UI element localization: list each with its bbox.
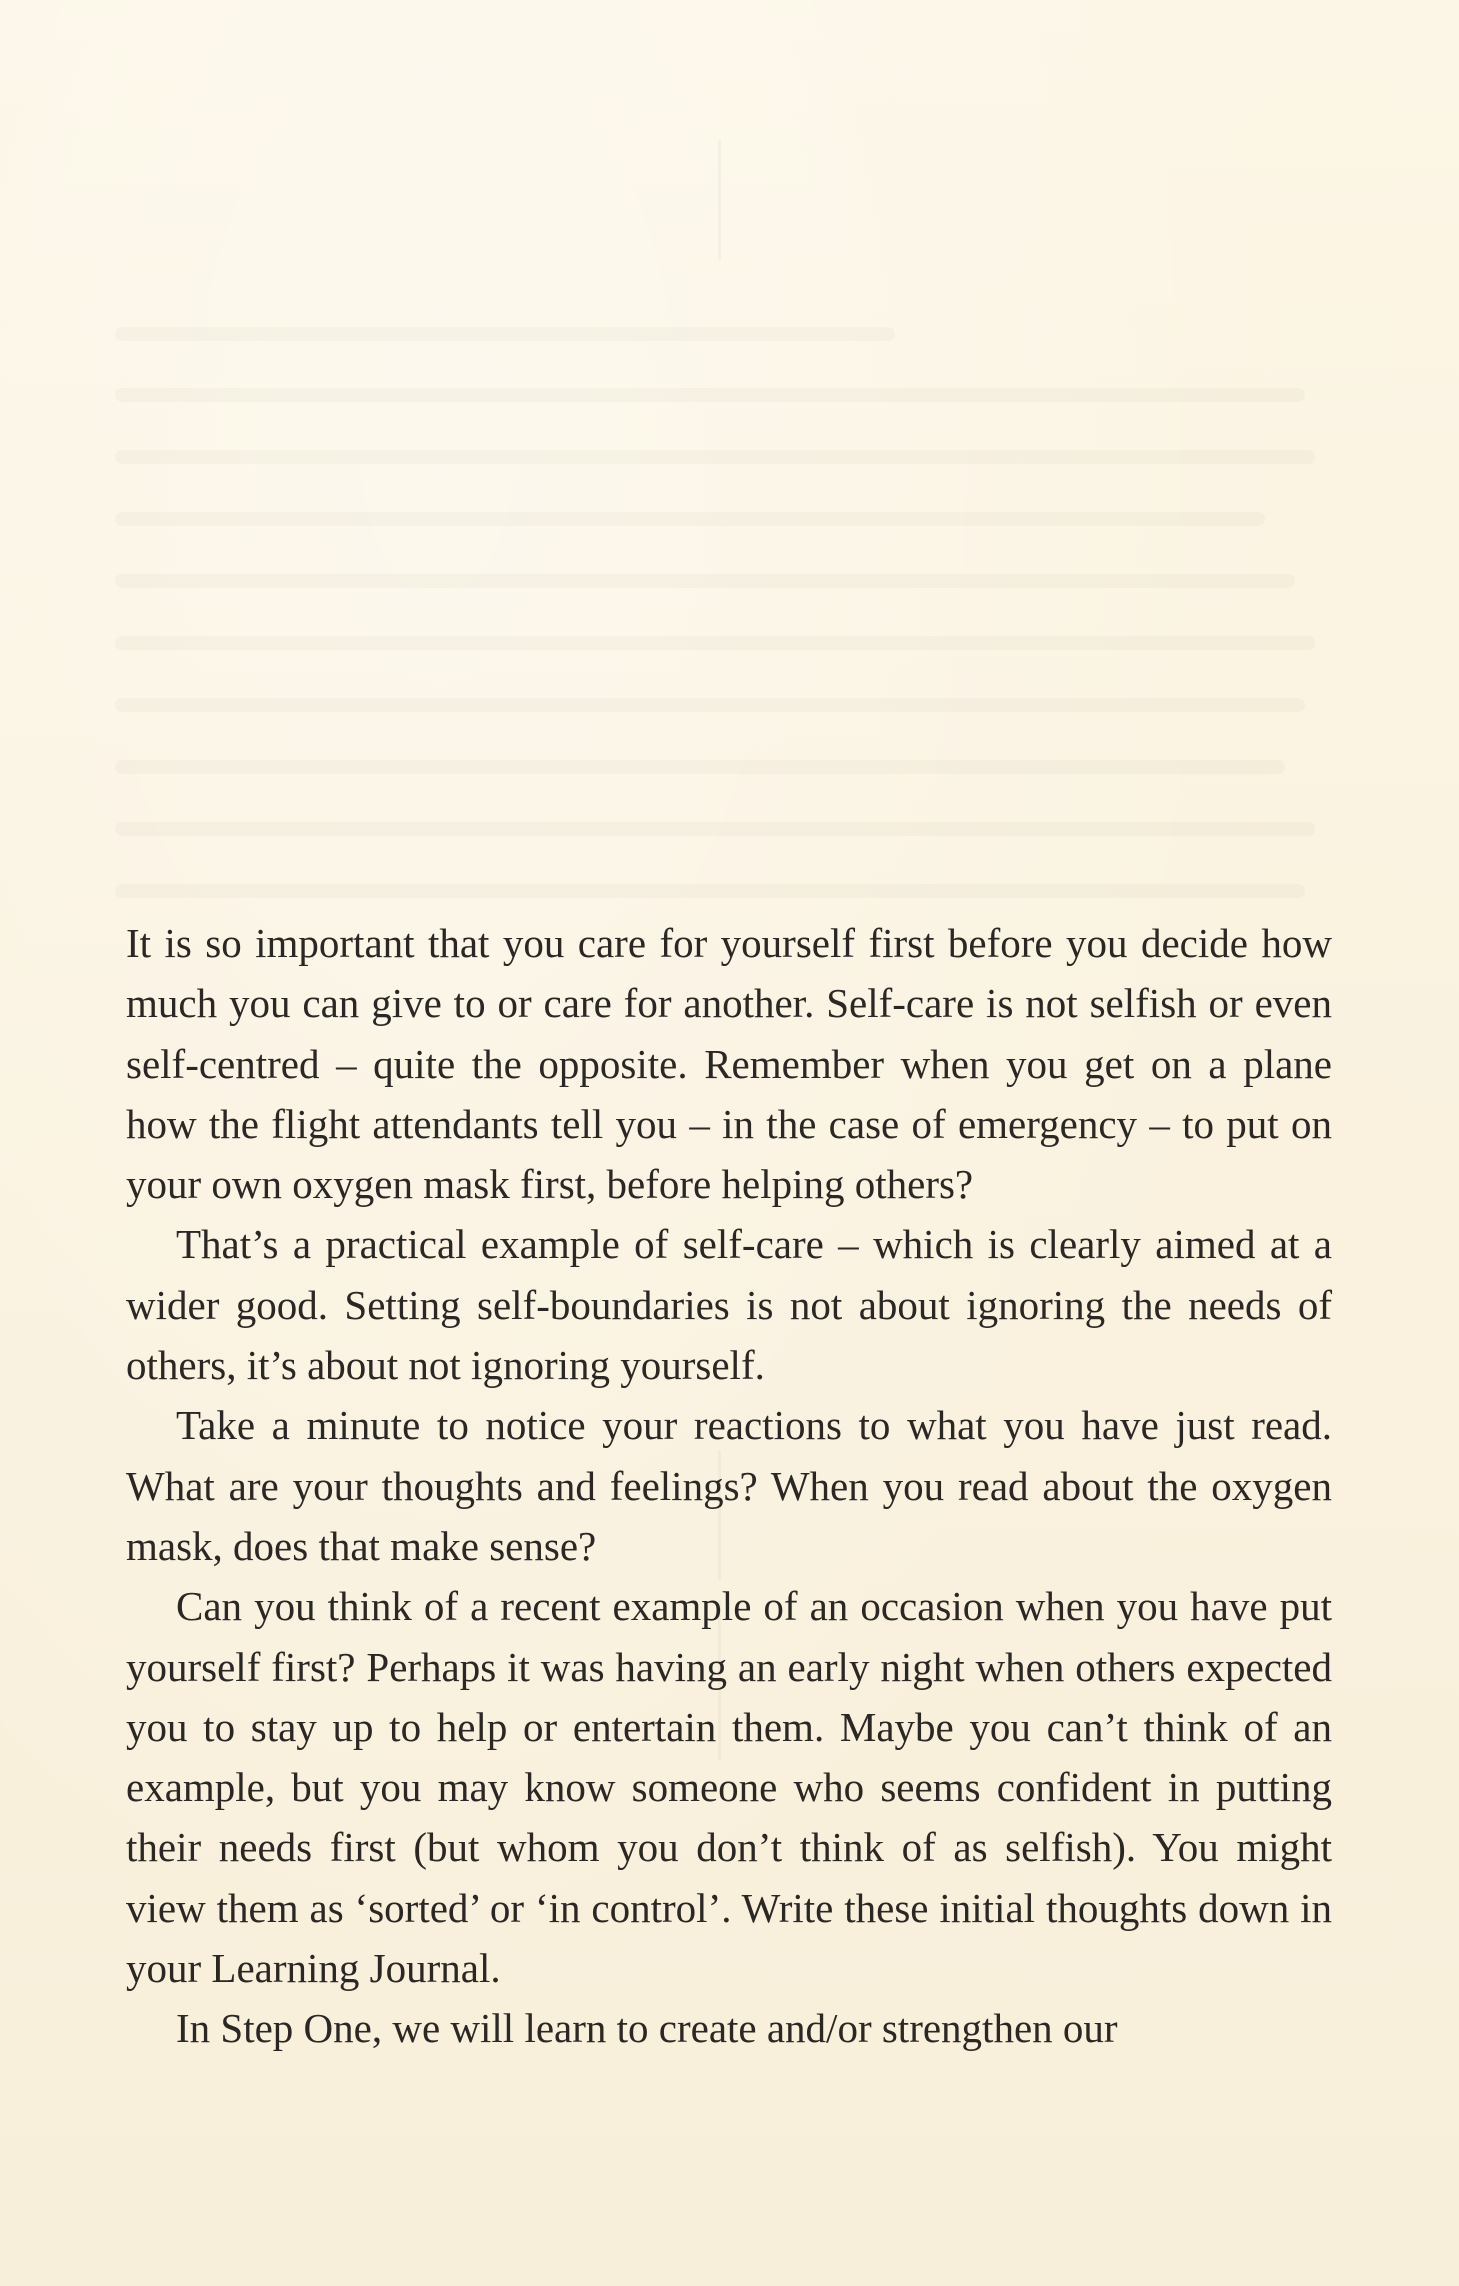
show-through-line	[115, 760, 1285, 774]
paragraph: It is so important that you care for yourself first before you decide how much you can give to or care for another. Self-care is not selfish or even self-centred – quite the opposite. Remember when you get on a plane how the flight attendants tell you – in the case of emergency – to put on your own oxygen mask first, before helping others?	[126, 920, 1332, 1208]
body-text	[126, 913, 1332, 2059]
show-through-line	[115, 636, 1315, 650]
page-crease	[718, 140, 721, 260]
show-through-line	[115, 822, 1315, 836]
show-through-line	[115, 327, 895, 341]
paragraph: Can you think of a recent example of an occasion when you have put yourself first? Perhaps it was having an early night when others expected you to stay up to help or entertain them. Maybe you can’t think of an example, but you may know someone who seems confident in putting their needs first (but whom you don’t think of as selfish). You might view them as ‘sorted’ or ‘in control’. Write these initial thoughts down in your Learning Journal.	[126, 1583, 1332, 1992]
paragraph: That’s a practical example of self-care – which is clearly aimed at a wider good. Setting self-boundaries is not about ignoring the needs of others, it’s about not ignoring yourself.	[126, 1221, 1332, 1389]
show-through-line	[115, 450, 1315, 464]
show-through-line	[115, 698, 1305, 712]
paragraph: Take a minute to notice your reactions to what you have just read. What are your thoughts and feelings? When you read about the oxygen mask, does that make sense?	[126, 1402, 1332, 1569]
show-through-line	[115, 388, 1305, 402]
show-through-line	[115, 574, 1295, 588]
show-through-line	[115, 884, 1305, 898]
paragraph: In Step One, we will learn to create and/or strengthen our	[176, 2005, 1118, 2052]
show-through-line	[115, 512, 1265, 526]
